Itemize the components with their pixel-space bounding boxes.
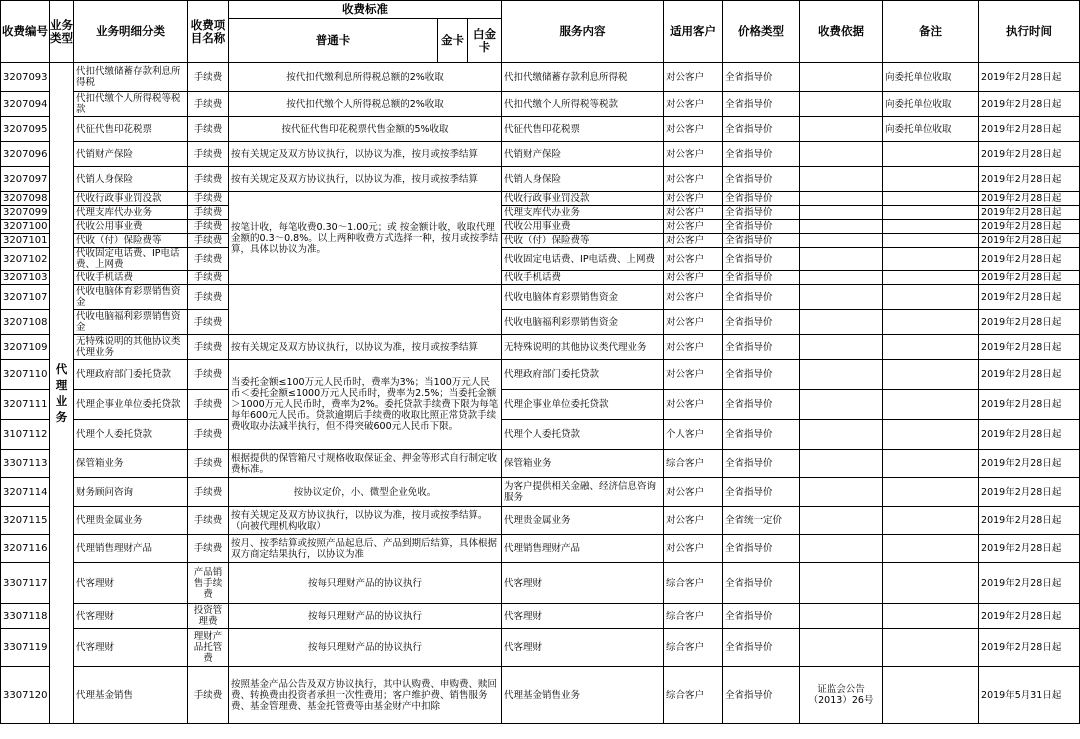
cell-detail: 代理基金销售 bbox=[74, 667, 188, 724]
cell-detail: 代客理财 bbox=[74, 563, 188, 604]
cell-customer: 对公客户 bbox=[664, 535, 723, 563]
cell-price-type: 全省指导价 bbox=[723, 450, 800, 478]
cell-item: 理财产品托管费 bbox=[188, 629, 229, 667]
header-basis: 收费依据 bbox=[800, 1, 883, 63]
cell-item: 手续费 bbox=[188, 117, 229, 142]
cell-time: 2019年2月28日起 bbox=[979, 563, 1080, 604]
cell-price-type: 全省指导价 bbox=[723, 234, 800, 248]
table-row bbox=[1, 310, 1080, 335]
cell-code: 3307113 bbox=[1, 450, 50, 478]
cell-service: 代收手机话费 bbox=[502, 271, 664, 285]
cell-standard: 根据提供的保管箱尺寸规格收取保证金、押金等形式自行制定收费标准。 bbox=[229, 450, 502, 478]
cell-time: 2019年2月28日起 bbox=[979, 478, 1080, 507]
cell-customer: 对公客户 bbox=[664, 206, 723, 220]
cell-standard: 当委托金额≤100万元人民币时，费率为3%；当100万元人民币＜委托金额≤1000万元人民币时，费率为2.5%；当委托金额＞1000万元人民币时，费率为2%。委托贷款手续费下限为每笔每年600元人民币。贷款逾期后手续费的收取比照正常贷款手续费收取办法减半执行，但不得突破600元人民币下限。 bbox=[229, 360, 502, 450]
cell-customer: 对公客户 bbox=[664, 390, 723, 420]
cell-basis bbox=[800, 335, 883, 360]
cell-service: 代收电脑体育彩票销售资金 bbox=[502, 285, 664, 310]
cell-time: 2019年2月28日起 bbox=[979, 192, 1080, 206]
table-row bbox=[1, 248, 1080, 271]
cell-standard: 按有关规定及双方协议执行，以协议为准，按月或按季结算 bbox=[229, 167, 502, 192]
cell-item: 手续费 bbox=[188, 310, 229, 335]
cell-basis bbox=[800, 192, 883, 206]
cell-price-type: 全省指导价 bbox=[723, 285, 800, 310]
cell-service: 代理销售理财产品 bbox=[502, 535, 664, 563]
cell-remark bbox=[883, 450, 979, 478]
cell-item: 手续费 bbox=[188, 234, 229, 248]
cell-basis bbox=[800, 450, 883, 478]
cell-time: 2019年2月28日起 bbox=[979, 142, 1080, 167]
cell-customer: 综合客户 bbox=[664, 563, 723, 604]
cell-price-type: 全省指导价 bbox=[723, 535, 800, 563]
cell-remark bbox=[883, 420, 979, 450]
cell-remark bbox=[883, 563, 979, 604]
cell-code: 3207115 bbox=[1, 507, 50, 535]
cell-time: 2019年5月31日起 bbox=[979, 667, 1080, 724]
cell-remark bbox=[883, 285, 979, 310]
cell-detail: 代收手机话费 bbox=[74, 271, 188, 285]
cell-detail: 代扣代缴储蓄存款利息所得税 bbox=[74, 63, 188, 92]
cell-standard: 按代扣代缴个人所得税总额的2%收取 bbox=[229, 92, 502, 117]
category-label: 代理业务 bbox=[55, 362, 68, 424]
cell-item: 手续费 bbox=[188, 220, 229, 234]
cell-remark: 向委托单位收取 bbox=[883, 117, 979, 142]
cell-detail: 财务顾问咨询 bbox=[74, 478, 188, 507]
cell-code: 3207098 bbox=[1, 192, 50, 206]
cell-detail: 代扣代缴个人所得税等税款 bbox=[74, 92, 188, 117]
cell-detail: 代理政府部门委托贷款 bbox=[74, 360, 188, 390]
cell-time: 2019年2月28日起 bbox=[979, 234, 1080, 248]
cell-price-type: 全省指导价 bbox=[723, 220, 800, 234]
table-row bbox=[1, 92, 1080, 117]
cell-basis bbox=[800, 390, 883, 420]
cell-detail: 代销人身保险 bbox=[74, 167, 188, 192]
cell-price-type: 全省指导价 bbox=[723, 142, 800, 167]
table-row bbox=[1, 667, 1080, 724]
cell-service: 代理贵金属业务 bbox=[502, 507, 664, 535]
cell-time: 2019年2月28日起 bbox=[979, 220, 1080, 234]
table-row bbox=[1, 604, 1080, 629]
cell-price-type: 全省指导价 bbox=[723, 310, 800, 335]
table-row bbox=[1, 360, 1080, 390]
cell-standard bbox=[229, 285, 502, 335]
cell-basis bbox=[800, 220, 883, 234]
cell-detail: 代销财产保险 bbox=[74, 142, 188, 167]
cell-basis bbox=[800, 63, 883, 92]
cell-code: 3207103 bbox=[1, 271, 50, 285]
cell-item: 手续费 bbox=[188, 450, 229, 478]
cell-customer: 对公客户 bbox=[664, 167, 723, 192]
cell-customer: 对公客户 bbox=[664, 92, 723, 117]
cell-basis bbox=[800, 420, 883, 450]
cell-time: 2019年2月28日起 bbox=[979, 167, 1080, 192]
cell-service: 代理个人委托贷款 bbox=[502, 420, 664, 450]
cell-basis bbox=[800, 285, 883, 310]
table-row bbox=[1, 563, 1080, 604]
cell-price-type: 全省指导价 bbox=[723, 206, 800, 220]
cell-time: 2019年2月28日起 bbox=[979, 604, 1080, 629]
cell-code: 3207100 bbox=[1, 220, 50, 234]
cell-standard: 按每只理财产品的协议执行 bbox=[229, 629, 502, 667]
cell-customer: 综合客户 bbox=[664, 667, 723, 724]
cell-time: 2019年2月28日起 bbox=[979, 248, 1080, 271]
cell-remark bbox=[883, 667, 979, 724]
cell-basis bbox=[800, 142, 883, 167]
cell-basis: 证监会公告（2013）26号 bbox=[800, 667, 883, 724]
cell-detail: 代理个人委托贷款 bbox=[74, 420, 188, 450]
cell-price-type: 全省指导价 bbox=[723, 390, 800, 420]
cell-remark: 向委托单位收取 bbox=[883, 63, 979, 92]
cell-time: 2019年2月28日起 bbox=[979, 507, 1080, 535]
cell-time: 2019年2月28日起 bbox=[979, 450, 1080, 478]
cell-code: 3307117 bbox=[1, 563, 50, 604]
cell-basis bbox=[800, 535, 883, 563]
table-row bbox=[1, 206, 1080, 220]
cell-service: 代扣代缴个人所得税等税款 bbox=[502, 92, 664, 117]
cell-remark bbox=[883, 271, 979, 285]
table-row bbox=[1, 285, 1080, 310]
cell-customer: 对公客户 bbox=[664, 271, 723, 285]
cell-item: 手续费 bbox=[188, 142, 229, 167]
cell-standard: 按有关规定及双方协议执行，以协议为准，按月或按季结算 bbox=[229, 335, 502, 360]
table-row bbox=[1, 507, 1080, 535]
cell-price-type: 全省指导价 bbox=[723, 604, 800, 629]
cell-remark bbox=[883, 310, 979, 335]
cell-item: 手续费 bbox=[188, 420, 229, 450]
cell-detail: 代客理财 bbox=[74, 604, 188, 629]
cell-item: 手续费 bbox=[188, 192, 229, 206]
cell-customer: 综合客户 bbox=[664, 604, 723, 629]
cell-remark bbox=[883, 248, 979, 271]
cell-remark bbox=[883, 478, 979, 507]
cell-remark bbox=[883, 604, 979, 629]
header-customer: 适用客户 bbox=[664, 1, 723, 63]
cell-item: 手续费 bbox=[188, 535, 229, 563]
cell-customer: 对公客户 bbox=[664, 192, 723, 206]
table-row bbox=[1, 335, 1080, 360]
cell-basis bbox=[800, 117, 883, 142]
cell-detail: 代收（付）保险费等 bbox=[74, 234, 188, 248]
table-row bbox=[1, 142, 1080, 167]
cell-service: 代收固定电话费、IP电话费、上网费 bbox=[502, 248, 664, 271]
cell-service: 代理支库代办业务 bbox=[502, 206, 664, 220]
cell-service: 保管箱业务 bbox=[502, 450, 664, 478]
cell-price-type: 全省指导价 bbox=[723, 360, 800, 390]
cell-time: 2019年2月28日起 bbox=[979, 92, 1080, 117]
cell-service: 代客理财 bbox=[502, 629, 664, 667]
cell-code: 3207093 bbox=[1, 63, 50, 92]
table-row bbox=[1, 234, 1080, 248]
cell-code: 3207097 bbox=[1, 167, 50, 192]
cell-item: 手续费 bbox=[188, 63, 229, 92]
cell-time: 2019年2月28日起 bbox=[979, 535, 1080, 563]
cell-time: 2019年2月28日起 bbox=[979, 310, 1080, 335]
cell-customer: 对公客户 bbox=[664, 285, 723, 310]
cell-detail: 代收电脑福利彩票销售资金 bbox=[74, 310, 188, 335]
cell-price-type: 全省指导价 bbox=[723, 192, 800, 206]
cell-basis bbox=[800, 167, 883, 192]
cell-standard: 按每只理财产品的协议执行 bbox=[229, 563, 502, 604]
cell-basis bbox=[800, 310, 883, 335]
cell-time: 2019年2月28日起 bbox=[979, 629, 1080, 667]
cell-basis bbox=[800, 507, 883, 535]
cell-standard: 按笔计收，每笔收费0.30～1.00元；或 按金额计收，收取代理金额的0.3～0.8%。以上两种收费方式选择一种，按月或按季结算，具体以协议为准。 bbox=[229, 192, 502, 285]
cell-customer: 对公客户 bbox=[664, 117, 723, 142]
cell-detail: 代收公用事业费 bbox=[74, 220, 188, 234]
cell-standard: 按代征代售印花税票代售金额的5%收取 bbox=[229, 117, 502, 142]
cell-price-type: 全省指导价 bbox=[723, 63, 800, 92]
cell-service: 代理基金销售业务 bbox=[502, 667, 664, 724]
cell-basis bbox=[800, 92, 883, 117]
cell-remark: 向委托单位收取 bbox=[883, 92, 979, 117]
cell-remark bbox=[883, 234, 979, 248]
cell-price-type: 全省指导价 bbox=[723, 167, 800, 192]
cell-remark bbox=[883, 335, 979, 360]
cell-remark bbox=[883, 142, 979, 167]
cell-item: 手续费 bbox=[188, 667, 229, 724]
table-row bbox=[1, 478, 1080, 507]
cell-detail: 代理贵金属业务 bbox=[74, 507, 188, 535]
cell-customer: 对公客户 bbox=[664, 220, 723, 234]
cell-customer: 个人客户 bbox=[664, 420, 723, 450]
cell-service: 代销人身保险 bbox=[502, 167, 664, 192]
cell-detail: 代理销售理财产品 bbox=[74, 535, 188, 563]
cell-service: 代收公用事业费 bbox=[502, 220, 664, 234]
cell-service: 代理政府部门委托贷款 bbox=[502, 360, 664, 390]
header-detail: 业务明细分类 bbox=[74, 1, 188, 63]
cell-customer: 对公客户 bbox=[664, 142, 723, 167]
header-service: 服务内容 bbox=[502, 1, 664, 63]
header-type: 业务类型 bbox=[50, 1, 74, 63]
cell-price-type: 全省指导价 bbox=[723, 92, 800, 117]
cell-remark bbox=[883, 629, 979, 667]
cell-standard: 按代扣代缴利息所得税总额的2%收取 bbox=[229, 63, 502, 92]
cell-standard: 按月、按季结算或按照产品起息后、产品到期后结算，具体根据双方商定结果执行，以协议为准 bbox=[229, 535, 502, 563]
cell-detail: 代理支库代办业务 bbox=[74, 206, 188, 220]
cell-price-type: 全省指导价 bbox=[723, 248, 800, 271]
table-row bbox=[1, 63, 1080, 92]
header-gold: 金卡 bbox=[438, 19, 468, 63]
cell-code: 3307118 bbox=[1, 604, 50, 629]
header-price-type: 价格类型 bbox=[723, 1, 800, 63]
cell-detail: 无特殊说明的其他协议类代理业务 bbox=[74, 335, 188, 360]
header-standard: 收费标准 bbox=[229, 1, 502, 19]
header-code: 收费编号 bbox=[1, 1, 50, 63]
cell-code: 3207096 bbox=[1, 142, 50, 167]
category-cell bbox=[50, 63, 74, 724]
cell-remark bbox=[883, 535, 979, 563]
cell-customer: 对公客户 bbox=[664, 335, 723, 360]
cell-item: 投资管理费 bbox=[188, 604, 229, 629]
cell-item: 手续费 bbox=[188, 478, 229, 507]
header-ordinary: 普通卡 bbox=[229, 19, 438, 63]
cell-detail: 代收电脑体育彩票销售资金 bbox=[74, 285, 188, 310]
cell-remark bbox=[883, 192, 979, 206]
cell-item: 手续费 bbox=[188, 335, 229, 360]
cell-item: 手续费 bbox=[188, 206, 229, 220]
cell-time: 2019年2月28日起 bbox=[979, 117, 1080, 142]
table-row bbox=[1, 117, 1080, 142]
cell-code: 3207109 bbox=[1, 335, 50, 360]
cell-item: 手续费 bbox=[188, 360, 229, 390]
cell-service: 代销财产保险 bbox=[502, 142, 664, 167]
cell-item: 手续费 bbox=[188, 248, 229, 271]
cell-code: 3207101 bbox=[1, 234, 50, 248]
cell-code: 3207107 bbox=[1, 285, 50, 310]
cell-service: 代收电脑福利彩票销售资金 bbox=[502, 310, 664, 335]
cell-service: 无特殊说明的其他协议类代理业务 bbox=[502, 335, 664, 360]
cell-customer: 综合客户 bbox=[664, 629, 723, 667]
cell-price-type: 全省指导价 bbox=[723, 629, 800, 667]
cell-time: 2019年2月28日起 bbox=[979, 335, 1080, 360]
cell-time: 2019年2月28日起 bbox=[979, 390, 1080, 420]
cell-service: 代扣代缴储蓄存款利息所得税 bbox=[502, 63, 664, 92]
table-row bbox=[1, 629, 1080, 667]
cell-service: 代理企事业单位委托贷款 bbox=[502, 390, 664, 420]
cell-item: 手续费 bbox=[188, 390, 229, 420]
cell-code: 3207108 bbox=[1, 310, 50, 335]
cell-item: 手续费 bbox=[188, 285, 229, 310]
header-platinum: 白金卡 bbox=[468, 19, 502, 63]
cell-code: 3107112 bbox=[1, 420, 50, 450]
cell-basis bbox=[800, 248, 883, 271]
cell-standard: 按协议定价，小、微型企业免收。 bbox=[229, 478, 502, 507]
cell-customer: 对公客户 bbox=[664, 507, 723, 535]
cell-time: 2019年2月28日起 bbox=[979, 285, 1080, 310]
cell-price-type: 全省指导价 bbox=[723, 478, 800, 507]
cell-service: 代收（付）保险费等 bbox=[502, 234, 664, 248]
cell-customer: 对公客户 bbox=[664, 310, 723, 335]
cell-remark bbox=[883, 167, 979, 192]
cell-item: 产品销售手续费 bbox=[188, 563, 229, 604]
cell-remark bbox=[883, 390, 979, 420]
cell-code: 3207114 bbox=[1, 478, 50, 507]
cell-remark bbox=[883, 220, 979, 234]
cell-code: 3207110 bbox=[1, 360, 50, 390]
cell-standard: 按每只理财产品的协议执行 bbox=[229, 604, 502, 629]
cell-detail: 保管箱业务 bbox=[74, 450, 188, 478]
header-item: 收费项目名称 bbox=[188, 1, 229, 63]
cell-standard: 按有关规定及双方协议执行，以协议为准，按月或按季结算。（向被代理机构收取） bbox=[229, 507, 502, 535]
cell-code: 3307120 bbox=[1, 667, 50, 724]
cell-price-type: 全省指导价 bbox=[723, 117, 800, 142]
cell-service: 为客户提供相关金融、经济信息咨询服务 bbox=[502, 478, 664, 507]
cell-basis bbox=[800, 234, 883, 248]
cell-time: 2019年2月28日起 bbox=[979, 63, 1080, 92]
cell-basis bbox=[800, 629, 883, 667]
cell-customer: 对公客户 bbox=[664, 234, 723, 248]
cell-price-type: 全省指导价 bbox=[723, 420, 800, 450]
cell-time: 2019年2月28日起 bbox=[979, 271, 1080, 285]
table-row bbox=[1, 192, 1080, 206]
cell-standard: 按有关规定及双方协议执行，以协议为准，按月或按季结算 bbox=[229, 142, 502, 167]
table-row bbox=[1, 167, 1080, 192]
cell-basis bbox=[800, 206, 883, 220]
cell-item: 手续费 bbox=[188, 92, 229, 117]
cell-customer: 综合客户 bbox=[664, 450, 723, 478]
cell-item: 手续费 bbox=[188, 167, 229, 192]
cell-time: 2019年2月28日起 bbox=[979, 360, 1080, 390]
table-row bbox=[1, 390, 1080, 420]
cell-customer: 对公客户 bbox=[664, 63, 723, 92]
table-row bbox=[1, 220, 1080, 234]
cell-detail: 代收固定电话费、IP电话费、上网费 bbox=[74, 248, 188, 271]
header-remark: 备注 bbox=[883, 1, 979, 63]
cell-code: 3207095 bbox=[1, 117, 50, 142]
table-row bbox=[1, 271, 1080, 285]
cell-customer: 对公客户 bbox=[664, 478, 723, 507]
cell-code: 3307119 bbox=[1, 629, 50, 667]
cell-time: 2019年2月28日起 bbox=[979, 420, 1080, 450]
table-row bbox=[1, 450, 1080, 478]
cell-code: 3207111 bbox=[1, 390, 50, 420]
cell-customer: 对公客户 bbox=[664, 248, 723, 271]
cell-code: 3207116 bbox=[1, 535, 50, 563]
cell-price-type: 全省指导价 bbox=[723, 271, 800, 285]
cell-basis bbox=[800, 604, 883, 629]
cell-code: 3207099 bbox=[1, 206, 50, 220]
table-row bbox=[1, 420, 1080, 450]
cell-detail: 代理企事业单位委托贷款 bbox=[74, 390, 188, 420]
cell-detail: 代收行政事业罚没款 bbox=[74, 192, 188, 206]
cell-price-type: 全省统一定价 bbox=[723, 507, 800, 535]
cell-remark bbox=[883, 507, 979, 535]
cell-detail: 代客理财 bbox=[74, 629, 188, 667]
cell-price-type: 全省指导价 bbox=[723, 667, 800, 724]
cell-remark bbox=[883, 360, 979, 390]
cell-item: 手续费 bbox=[188, 271, 229, 285]
cell-service: 代客理财 bbox=[502, 604, 664, 629]
cell-code: 3207094 bbox=[1, 92, 50, 117]
cell-code: 3207102 bbox=[1, 248, 50, 271]
cell-price-type: 全省指导价 bbox=[723, 563, 800, 604]
cell-basis bbox=[800, 360, 883, 390]
cell-service: 代收行政事业罚没款 bbox=[502, 192, 664, 206]
cell-price-type: 全省指导价 bbox=[723, 335, 800, 360]
cell-detail: 代征代售印花税票 bbox=[74, 117, 188, 142]
cell-basis bbox=[800, 563, 883, 604]
cell-service: 代客理财 bbox=[502, 563, 664, 604]
cell-service: 代征代售印花税票 bbox=[502, 117, 664, 142]
cell-remark bbox=[883, 206, 979, 220]
cell-customer: 对公客户 bbox=[664, 360, 723, 390]
cell-time: 2019年2月28日起 bbox=[979, 206, 1080, 220]
header-time: 执行时间 bbox=[979, 1, 1080, 63]
cell-item: 手续费 bbox=[188, 507, 229, 535]
table-row bbox=[1, 535, 1080, 563]
cell-standard: 按照基金产品公告及双方协议执行，其中认购费、申购费、赎回费、转换费由投资者承担一次性费用；客户维护费、销售服务费、基金管理费、基金托管费等由基金财产中扣除 bbox=[229, 667, 502, 724]
cell-basis bbox=[800, 478, 883, 507]
cell-basis bbox=[800, 271, 883, 285]
